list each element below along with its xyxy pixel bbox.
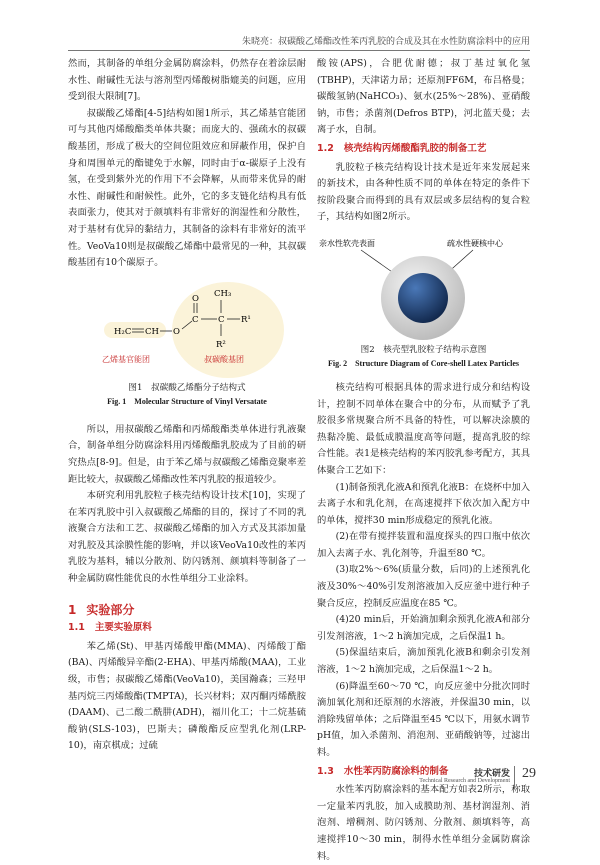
footer-divider [514, 766, 515, 788]
atom-c-quaternary: C [218, 314, 225, 325]
left-column [68, 56, 306, 755]
paragraph: 核壳结构可根据具体的需求进行成分和结构设计，控制不同单体在聚合中的分布，从而赋予了乳胶很多常规聚合所不具备的特性，可以解决涂膜的热黏冷脆、最低成膜温度高等问题，提高乳胶的综合性能。表1是核壳结构的苯丙胶乳参考配方，其具体聚合工艺如下： [317, 381, 530, 476]
figure-1-caption-en: Fig. 1 Molecular Structure of Vinyl Versatate [107, 396, 267, 406]
figure-1 [68, 276, 306, 382]
step-1: (1)制备预乳化液A和预乳化液B：在烧杯中加入去离子水和乳化剂，在高速搅拌下依次加入配方中的单体，搅拌30 min形成稳定的预乳化液。 [317, 481, 530, 526]
paragraph: 乳胶粒子核壳结构设计技术是近年来发展起来的新技术，由各种性质不同的单体在特定的条件下按阶段聚合而得到的具有双层或多层结构的复合粒子，其结构如图2所示。 [317, 161, 530, 223]
step-2: (2)在带有搅拌装置和温度探头的四口瓶中依次加入去离子水、乳化剂等，升温至80 ℃。 [317, 531, 530, 559]
page-number: 29 [522, 766, 536, 781]
paragraph: 本研究利用乳胶粒子核壳结构设计技术[10]，实现了在苯丙乳胶中引入叔碳酸乙烯酯的目的，探讨了不同的乳液聚合方法和工艺、叔碳酸乙烯酯的加入方式及其添加量对乳胶及其涂膜性能的影响，并以该VeoVa10改性的苯丙乳胶为基料，辅以分散剂、防闪锈剂、颜填料等制备了一种金属防腐性能优良的水性单组分工业涂料。 [68, 490, 306, 585]
paragraph: 然而，其制备的单组分金属防腐涂料，仍然存在着涂层耐水性、耐碱性无法与溶剂型丙烯酸树脂媲美的问题，应用受到很大限制[7]。 [68, 58, 306, 103]
subsection-heading: 1.1 主要实验原料 [68, 622, 152, 634]
subsection-heading: 1.2 核壳结构丙烯酸酯乳胶的制备工艺 [317, 142, 487, 154]
atom-ch: CH [145, 326, 159, 337]
paragraph: 水性苯丙防腐涂料的基本配方如表2所示，称取一定量苯丙乳胶，加入成膜助剂、基材润湿剂、消泡剂、增稠剂、防闪锈剂、分散剂、颜填料等，高速搅拌10～30 min，制得水性单组分金属防腐涂料。 [317, 784, 530, 862]
core-shell-diagram [317, 232, 530, 344]
atom-r1: R¹ [241, 314, 251, 325]
figure-2-caption-en: Fig. 2 Structure Diagram of Core-shell Latex Particles [328, 358, 519, 368]
atom-c-carbonyl: C [192, 314, 199, 325]
paragraph: 所以，用叔碳酸乙烯酯和丙烯酸酯类单体进行乳液聚合，制备单组分防腐涂料用丙烯酸酯乳胶成为了目前的研究热点[8-9]。但是，由于苯乙烯与叔碳酸乙烯酯竞聚率差距比较大，叔碳酸乙烯酯改性苯丙乳胶的报道较少。 [68, 423, 306, 485]
paragraph: 苯乙烯(St)、甲基丙烯酸甲酯(MMA)、丙烯酸丁酯(BA)、丙烯酸异辛酯(2-EHA)、甲基丙烯酸(MAA)，工业级，市售；叔碳酸乙烯酯(VeoVa10)，美国瀚森；三羟甲基丙烷三丙烯酸酯(TMPTA)，长兴材料；双丙酮丙烯酰胺(DAAM)、己二酸二酰肼(ADH)，福川化工；十二烷基硫酸钠(SLS-103)，巴斯夫；磷酸酯反应型乳化剂(LRP-10)，南京棋成；过硫 [68, 640, 306, 752]
figure-2-caption: 图2 核壳型乳胶粒子结构示意图 [360, 344, 487, 355]
header-rule [68, 50, 530, 51]
journal-section-en: Technical Research and Development [419, 778, 510, 784]
running-header [68, 34, 530, 50]
figure-2 [317, 232, 530, 344]
page-footer [419, 764, 540, 792]
figure-1-caption: 图1 叔碳酸乙烯酯分子结构式 [128, 382, 246, 393]
paragraph: 酸铵(APS)，合肥优耐德；叔丁基过氧化氢(TBHP)，天津诺力昂；还原剂FF6M，布吕格曼；碳酸氢钠(NaHCO₃)、氨水(25%～28%)、亚硝酸钠，市售；杀菌剂(Defros BTP)，河北蓝天曼；去离子水，自制。 [317, 58, 530, 136]
core-sphere [398, 273, 448, 323]
atom-r2: R² [216, 339, 226, 350]
journal-section: 技术研发 [473, 769, 510, 779]
right-column [317, 56, 530, 865]
step-3: (3)取2%～6%(质量分数，后同)的上述预乳化液及30%～40%引发剂溶液加入反应釜中进行种子聚合反应，控制反应温度在85 ℃。 [317, 564, 530, 609]
step-5: (5)保温结束后，滴加预乳化液B和剩余引发剂溶液，1～2 h滴加完成，之后保温1～2 h。 [317, 647, 530, 676]
label-vinyl-group: 乙烯基官能团 [102, 354, 150, 364]
step-6: (6)降温至60～70 ℃，向反应釜中分批次同时滴加氧化剂和还原剂的水溶液，并保温30 min，以消除残留单体；之后降温至45 ℃以下，用氨水调节pH值，加入杀菌剂、消泡剂、亚硝酸钠等，过滤出料。 [317, 680, 530, 758]
atom-o-carbonyl: O [192, 293, 199, 304]
label-tert-group: 叔碳酸基团 [204, 354, 244, 364]
label-core: 疏水性硬核中心 [447, 238, 503, 248]
atom-o: O [173, 326, 180, 337]
atom-ch3: CH₃ [214, 288, 232, 299]
section-heading: 1 实验部分 [68, 602, 135, 617]
step-4: (4)20 min后，开始滴加剩余预乳化液A和部分引发剂溶液，1～2 h滴加完成，之后保温1 h。 [317, 614, 530, 642]
paragraph: 叔碳酸乙烯酯[4-5]结构如图1所示，其乙烯基官能团可与其他丙烯酸酯类单体共聚；而庞大的、强疏水的叔碳酸基团，形成了极大的空间位阻效应和屏蔽作用，保护自身和周围单元的酯键免于水解，同时由于α-碳原子上没有氢，在受到紫外光的作用下不会降解，从而带来优异的耐水性、耐碱性和耐候性。此外，它的多支链化结构具有低表面张力，使其对于颜填料有非常好的润湿性和分散性，对于基材有优异的黏结力，其制备的涂料有非常好的流平性。VeoVa10则是叔碳酸乙烯酯中最常见的一种，其叔碳酸基团有10个碳原子。 [68, 107, 306, 269]
label-shell: 亲水性软壳表面 [319, 238, 375, 248]
running-title: 朱晓亮：叔碳酸乙烯酯改性苯丙乳胶的合成及其在水性防腐涂料中的应用 [241, 37, 530, 47]
atom-h2c: H₂C [114, 326, 132, 337]
vinyl-versatate-structure [68, 276, 306, 382]
subsection-heading: 1.3 水性苯丙防腐涂料的制备 [317, 765, 449, 777]
